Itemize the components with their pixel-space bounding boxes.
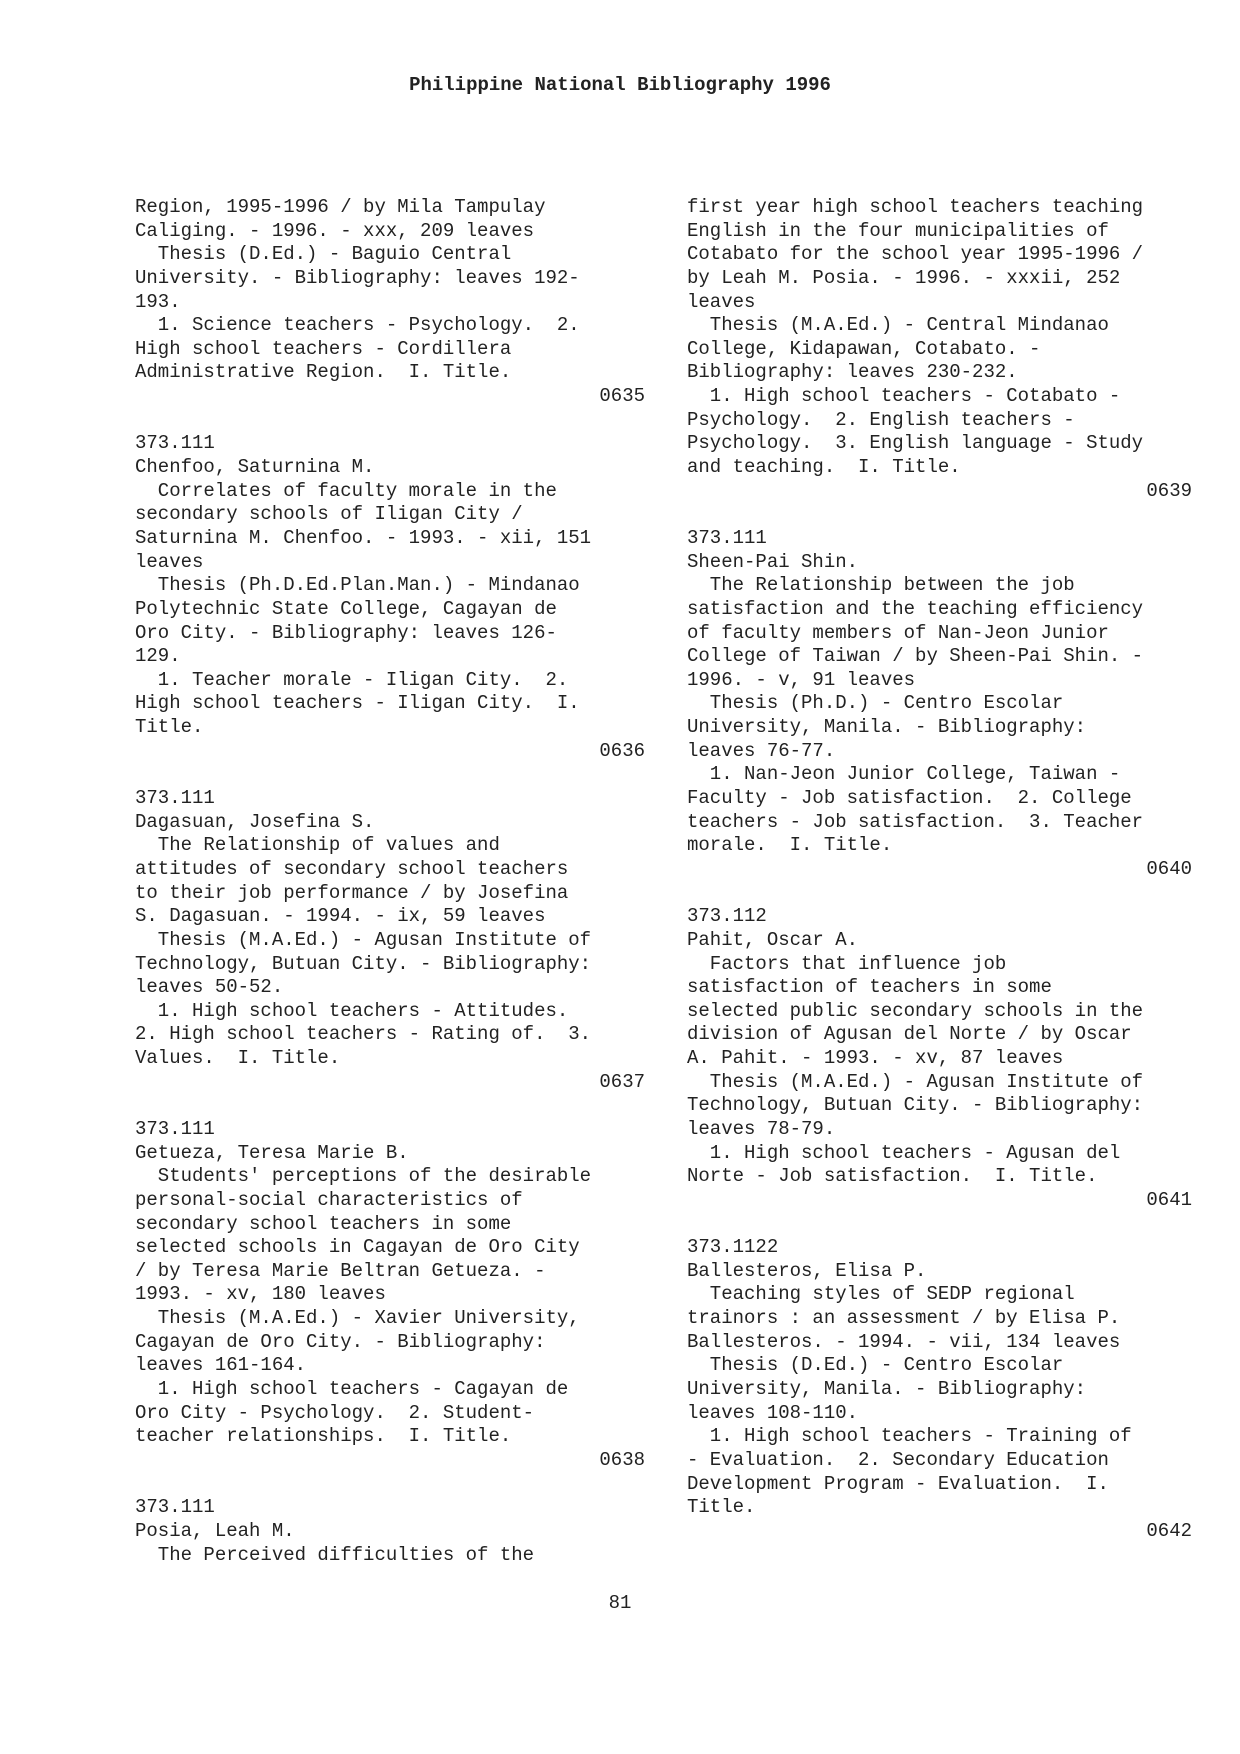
entry-line: Chenfoo, Saturnina M. (135, 456, 375, 479)
entry-line: Development Program - Evaluation. I. (687, 1472, 1109, 1495)
entry-line: Psychology. 2. English teachers - (687, 408, 1075, 431)
entry-line: Posia, Leah M. (135, 1519, 295, 1542)
entry-line: Thesis (M.A.Ed.) - Agusan Institute of (687, 1070, 1144, 1093)
entry-line: of faculty members of Nan-Jeon Junior (687, 621, 1109, 644)
entry-line: Sheen-Pai Shin. (687, 550, 859, 573)
entry-line: Ballesteros, Elisa P. (687, 1259, 927, 1282)
entry-line: Ballesteros. - 1994. - vii, 134 leaves (687, 1330, 1121, 1353)
entry-line: 373.1122 (687, 1236, 779, 1259)
entry-line: University, Manila. - Bibliography: (687, 1378, 1087, 1401)
entry-gap (135, 1094, 645, 1118)
entry-line: Bibliography: leaves 230-232. (687, 361, 1018, 384)
entry-line: teacher relationships. I. Title. (135, 1425, 512, 1448)
entry-line: Pahit, Oscar A. (687, 928, 859, 951)
entry-line: 373.111 (135, 787, 215, 810)
entry-line: Values. I. Title. (135, 1047, 341, 1070)
entry-line: College, Kidapawan, Cotabato. - (687, 337, 1041, 360)
entry-number: 0638 (599, 1448, 645, 1471)
entry-gap (687, 882, 1192, 906)
entry-line: satisfaction and the teaching efficiency (687, 597, 1144, 620)
entry-line: 373.112 (687, 905, 767, 928)
entry-line: High school teachers - Cordillera (135, 337, 512, 360)
entry-line: 1. High school teachers - Attitudes. (135, 999, 569, 1022)
entry-line: 373.111 (687, 526, 767, 549)
entry-line: 129. (135, 645, 181, 668)
entry-line: leaves (687, 290, 756, 313)
entry-line: 1. Teacher morale - Iligan City. 2. (135, 668, 569, 691)
entry-line: / by Teresa Marie Beltran Getueza. - (135, 1259, 546, 1282)
entry-line: 1. High school teachers - Cotabato - (687, 385, 1121, 408)
entry-line: to their job performance / by Josefina (135, 881, 569, 904)
entry-line: Technology, Butuan City. - Bibliography: (135, 952, 592, 975)
entry-line: 373.111 (135, 432, 215, 455)
entry-line: Dagasuan, Josefina S. (135, 810, 375, 833)
entry-number: 0642 (1146, 1519, 1192, 1542)
entry-line: Students' perceptions of the desirable (135, 1165, 592, 1188)
entry-line: Oro City - Psychology. 2. Student- (135, 1401, 535, 1424)
entry-line: 1. Nan-Jeon Junior College, Taiwan - (687, 763, 1121, 786)
entry-line: 373.111 (135, 1117, 215, 1140)
entry-line: University, Manila. - Bibliography: (687, 716, 1087, 739)
bibliography-entry (687, 196, 1192, 503)
entry-line: teachers - Job satisfaction. 3. Teacher (687, 810, 1144, 833)
entry-line: Cotabato for the school year 1995-1996 / (687, 243, 1144, 266)
entry-line: morale. I. Title. (687, 834, 893, 857)
entry-line: trainors : an assessment / by Elisa P. (687, 1307, 1121, 1330)
entry-line: secondary schools of Iligan City / (135, 503, 523, 526)
entry-line: leaves 161-164. (135, 1354, 307, 1377)
entry-line: personal-social characteristics of (135, 1188, 523, 1211)
bibliography-entry (135, 1118, 645, 1473)
entry-line: secondary school teachers in some (135, 1212, 512, 1235)
entry-line: leaves (135, 550, 204, 573)
entry-line: English in the four municipalities of (687, 219, 1109, 242)
bibliography-entry (135, 787, 645, 1094)
entry-line: leaves 78-79. (687, 1117, 836, 1140)
entry-line: 1. High school teachers - Cagayan de (135, 1378, 569, 1401)
entry-line: Thesis (M.A.Ed.) - Xavier University, (135, 1307, 580, 1330)
entry-line: Title. (135, 716, 204, 739)
entry-line: - Evaluation. 2. Secondary Education (687, 1448, 1109, 1471)
entry-line: The Relationship between the job (687, 574, 1075, 597)
entry-gap (687, 503, 1192, 527)
page-number: 81 (608, 1592, 632, 1614)
entry-line: Correlates of faculty morale in the (135, 479, 557, 502)
entry-line: Psychology. 3. English language - Study (687, 432, 1144, 455)
entry-number: 0641 (1146, 1188, 1192, 1211)
entry-gap (135, 1473, 645, 1497)
entry-line: Title. (687, 1496, 756, 1519)
entry-line: and teaching. I. Title. (687, 456, 961, 479)
entry-line: The Relationship of values and (135, 834, 500, 857)
entry-line: High school teachers - Iligan City. I. (135, 692, 580, 715)
entry-line: selected schools in Cagayan de Oro City (135, 1236, 580, 1259)
entry-line: Caliging. - 1996. - xxx, 209 leaves (135, 219, 535, 242)
entry-line: Cagayan de Oro City. - Bibliography: (135, 1330, 546, 1353)
entry-line: S. Dagasuan. - 1994. - ix, 59 leaves (135, 905, 546, 928)
entry-line: leaves 108-110. (687, 1401, 859, 1424)
entry-line: attitudes of secondary school teachers (135, 857, 569, 880)
entry-line: 2. High school teachers - Rating of. 3. (135, 1023, 592, 1046)
entry-line: Thesis (M.A.Ed.) - Central Mindanao (687, 314, 1109, 337)
entry-line: Oro City. - Bibliography: leaves 126- (135, 621, 557, 644)
entry-line: first year high school teachers teaching (687, 196, 1144, 218)
entry-number: 0636 (599, 739, 645, 762)
entry-line: Norte - Job satisfaction. I. Title. (687, 1165, 1098, 1188)
entry-number: 0635 (599, 385, 645, 408)
entry-line: by Leah M. Posia. - 1996. - xxxii, 252 (687, 266, 1121, 289)
entry-number: 0637 (599, 1070, 645, 1093)
entry-line: Factors that influence job (687, 952, 1007, 975)
entry-line: Region, 1995-1996 / by Mila Tampulay (135, 196, 546, 218)
entry-line: satisfaction of teachers in some (687, 976, 1052, 999)
entry-line: 1993. - xv, 180 leaves (135, 1283, 386, 1306)
entry-line: leaves 50-52. (135, 976, 284, 999)
entry-line: Thesis (Ph.D.) - Centro Escolar (687, 692, 1064, 715)
bibliography-entry (687, 1236, 1192, 1543)
bibliography-entry (135, 1496, 645, 1567)
entry-line: The Perceived difficulties of the (135, 1543, 535, 1566)
entry-line: Administrative Region. I. Title. (135, 361, 512, 384)
entry-line: Saturnina M. Chenfoo. - 1993. - xii, 151 (135, 526, 592, 549)
entry-gap (135, 763, 645, 787)
entry-line: Thesis (M.A.Ed.) - Agusan Institute of (135, 928, 592, 951)
entry-line: 193. (135, 290, 181, 313)
entry-line: Thesis (D.Ed.) - Centro Escolar (687, 1354, 1064, 1377)
entry-number: 0640 (1146, 857, 1192, 880)
entry-line: Thesis (D.Ed.) - Baguio Central (135, 243, 512, 266)
entry-line: Teaching styles of SEDP regional (687, 1283, 1075, 1306)
entry-line: Polytechnic State College, Cagayan de (135, 597, 557, 620)
entry-line: University. - Bibliography: leaves 192- (135, 266, 580, 289)
entry-line: selected public secondary schools in the (687, 999, 1144, 1022)
entry-line: 1. High school teachers - Training of (687, 1425, 1132, 1448)
page-header: Philippine National Bibliography 1996 (409, 74, 831, 96)
entry-line: leaves 76-77. (687, 739, 836, 762)
entry-line: A. Pahit. - 1993. - xv, 87 leaves (687, 1047, 1064, 1070)
entry-line: 1996. - v, 91 leaves (687, 668, 916, 691)
bibliography-entry (687, 905, 1192, 1212)
entry-line: College of Taiwan / by Sheen-Pai Shin. - (687, 645, 1144, 668)
bibliography-entry (135, 196, 645, 409)
entry-line: Technology, Butuan City. - Bibliography: (687, 1094, 1144, 1117)
bibliography-entry (687, 527, 1192, 882)
left-column (135, 196, 645, 1567)
entry-number: 0639 (1146, 479, 1192, 502)
entry-line: Thesis (Ph.D.Ed.Plan.Man.) - Mindanao (135, 574, 580, 597)
entry-line: 1. Science teachers - Psychology. 2. (135, 314, 580, 337)
entry-line: 373.111 (135, 1496, 215, 1519)
right-column (687, 196, 1192, 1544)
entry-gap (687, 1213, 1192, 1237)
entry-line: Getueza, Teresa Marie B. (135, 1141, 409, 1164)
bibliography-entry (135, 432, 645, 763)
entry-line: Faculty - Job satisfaction. 2. College (687, 787, 1132, 810)
entry-gap (135, 409, 645, 433)
entry-line: division of Agusan del Norte / by Oscar (687, 1023, 1132, 1046)
entry-line: 1. High school teachers - Agusan del (687, 1141, 1121, 1164)
